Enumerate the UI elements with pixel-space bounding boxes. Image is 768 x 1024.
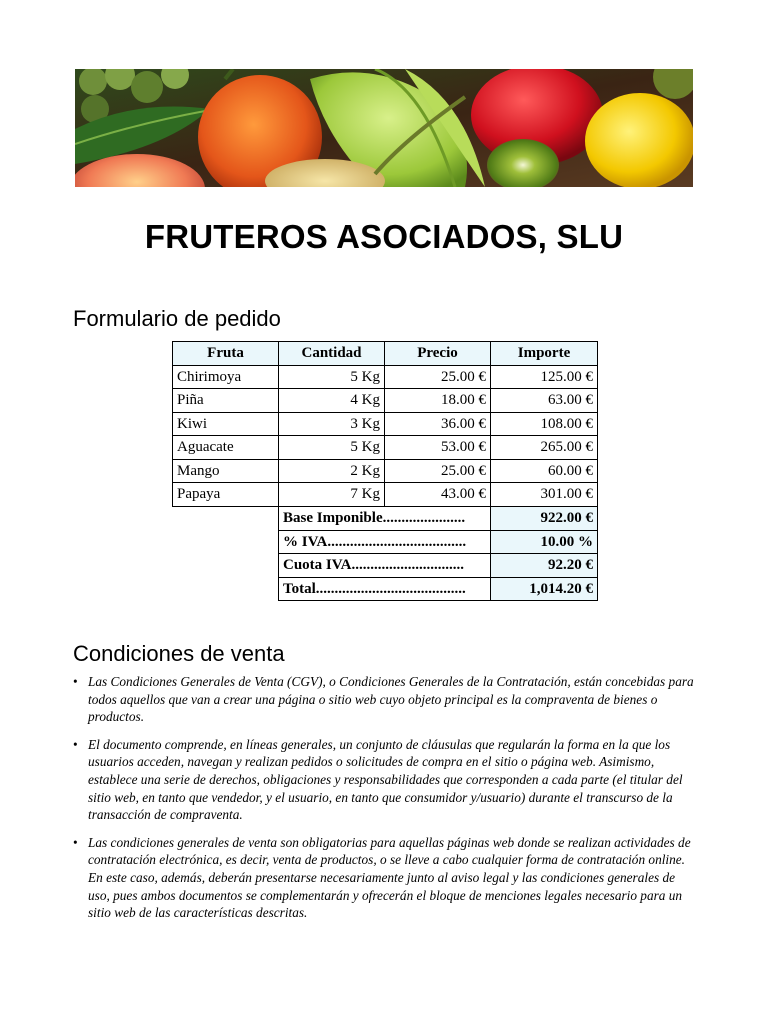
- list-item: [73, 834, 695, 922]
- order-form-heading: Formulario de pedido: [73, 306, 281, 331]
- order-table-header-row: [173, 342, 598, 366]
- price-cell: 25.00 €: [385, 365, 491, 389]
- price-cell: 25.00 €: [385, 459, 491, 483]
- condition-text: El documento comprende, en líneas generales, un conjunto de cláusulas que regularán la forma en la que los usuarios acceden, navegan y realizan pedidos o solicitudes de compra en el sitio o página web. Asimismo, establece una serie de derechos, obligaciones y responsabilidades que corresponden a cada parte (el titular del sitio web, en tanto que vendedor, y el usuario, en tanto que consumidor y/usuario) durante el transcurso de la transacción de compraventa.: [88, 736, 683, 823]
- price-cell: 43.00 €: [385, 483, 491, 507]
- totals-label: % IVA.....................................: [279, 530, 491, 554]
- quantity-cell: 4 Kg: [279, 389, 385, 413]
- totals-row-total: [279, 577, 598, 601]
- amount-cell: 60.00 €: [491, 459, 598, 483]
- table-row: [173, 483, 598, 507]
- company-title: FRUTEROS ASOCIADOS, SLU: [144, 218, 624, 255]
- table-row: [173, 365, 598, 389]
- quantity-cell: 7 Kg: [279, 483, 385, 507]
- conditions-heading: Condiciones de venta: [73, 641, 285, 666]
- totals-label: Cuota IVA..............................: [279, 554, 491, 578]
- fruit-cell: Mango: [173, 459, 279, 483]
- fruit-cell: Chirimoya: [173, 365, 279, 389]
- fruit-cell: Kiwi: [173, 412, 279, 436]
- totals-value: 922.00 €: [491, 507, 598, 531]
- bullet-icon: •: [73, 674, 78, 689]
- price-cell: 53.00 €: [385, 436, 491, 460]
- totals-value: 10.00 %: [491, 530, 598, 554]
- totals-row-base-imponible: [279, 507, 598, 531]
- quantity-cell: 5 Kg: [279, 365, 385, 389]
- column-header-cantidad: Cantidad: [279, 342, 385, 366]
- amount-cell: 265.00 €: [491, 436, 598, 460]
- list-item: [73, 736, 695, 824]
- quantity-cell: 5 Kg: [279, 436, 385, 460]
- table-row: [173, 412, 598, 436]
- fruit-cell: Aguacate: [173, 436, 279, 460]
- table-row: [173, 436, 598, 460]
- price-cell: 18.00 €: [385, 389, 491, 413]
- column-header-precio: Precio: [385, 342, 491, 366]
- conditions-list: [73, 673, 695, 932]
- list-item: [73, 673, 695, 726]
- fruit-banner-image: [75, 69, 693, 187]
- order-table: [172, 341, 598, 507]
- amount-cell: 301.00 €: [491, 483, 598, 507]
- condition-text: Las Condiciones Generales de Venta (CGV), o Condiciones Generales de la Contratación, están concebidas para todos aquellos que van a crear una página o sitio web cuyo objeto principal es la compraventa de bienes o productos.: [88, 674, 694, 725]
- table-row: [173, 389, 598, 413]
- totals-row-cuota-iva: [279, 554, 598, 578]
- amount-cell: 108.00 €: [491, 412, 598, 436]
- totals-value: 92.20 €: [491, 554, 598, 578]
- totals-label: Total........................................: [279, 577, 491, 601]
- fruit-cell: Papaya: [173, 483, 279, 507]
- quantity-cell: 2 Kg: [279, 459, 385, 483]
- fruit-cell: Piña: [173, 389, 279, 413]
- quantity-cell: 3 Kg: [279, 412, 385, 436]
- amount-cell: 63.00 €: [491, 389, 598, 413]
- totals-table: [278, 506, 598, 601]
- totals-value: 1,014.20 €: [491, 577, 598, 601]
- price-cell: 36.00 €: [385, 412, 491, 436]
- condition-text: Las condiciones generales de venta son obligatorias para aquellas páginas web donde se realizan actividades de contratación electrónica, es decir, venta de productos, o se lleve a cabo cualquier forma de contratación online. En este caso, además, deberán presentarse necesariamente junto al aviso legal y las condiciones generales de uso, pues ambos documentos se complementarán y ofrecerán el bloque de menciones legales necesario para un sitio web de las características descritas.: [88, 834, 691, 921]
- fruit-photo: [75, 69, 693, 187]
- totals-label: Base Imponible......................: [279, 507, 491, 531]
- bullet-icon: •: [73, 736, 78, 752]
- bullet-icon: •: [73, 834, 78, 850]
- column-header-fruta: Fruta: [173, 342, 279, 366]
- totals-row-iva-percent: [279, 530, 598, 554]
- amount-cell: 125.00 €: [491, 365, 598, 389]
- table-row: [173, 459, 598, 483]
- column-header-importe: Importe: [491, 342, 598, 366]
